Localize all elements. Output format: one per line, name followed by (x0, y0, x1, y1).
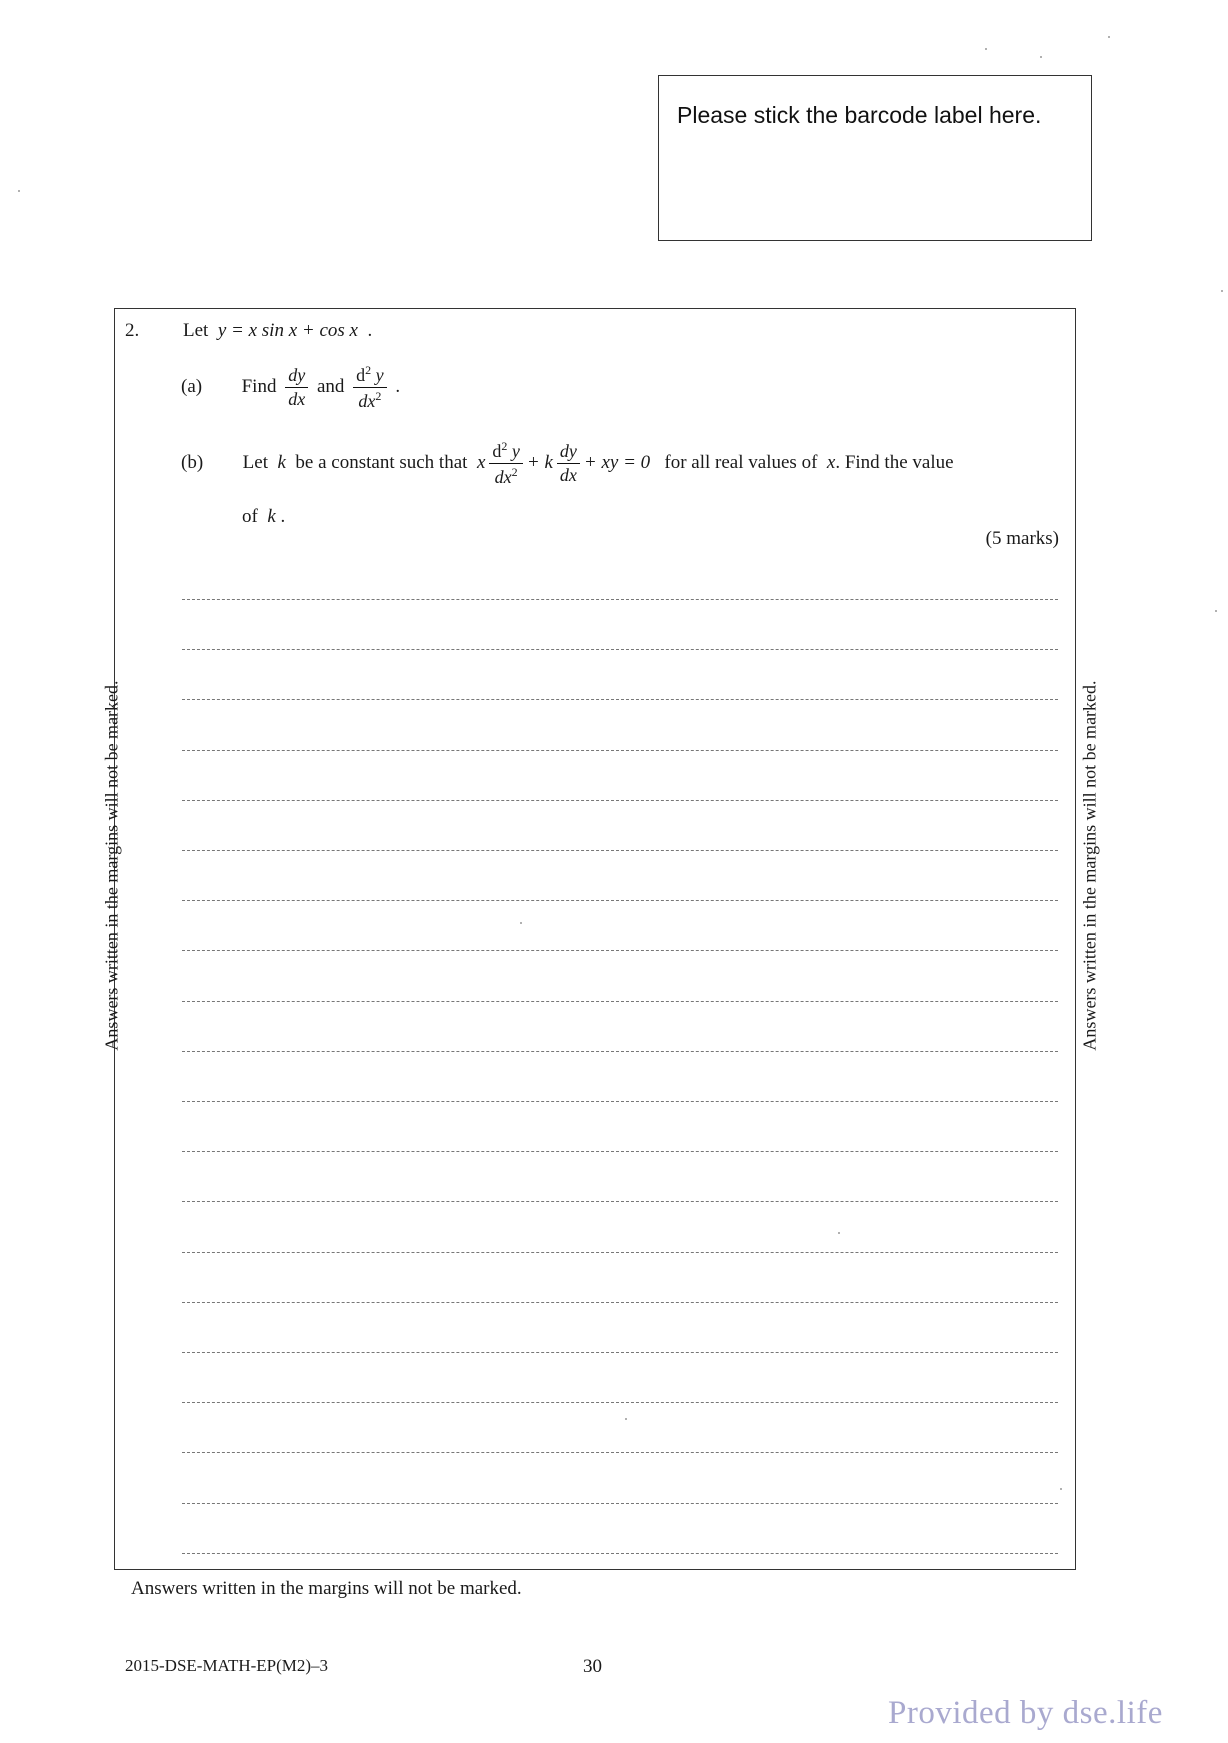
answer-line (182, 1302, 1058, 1303)
intro-expression: y = x sin x + cos x (217, 320, 358, 341)
margin-note-left: Answers written in the margins will not be marked. (101, 680, 122, 1051)
part-a-label: (a) (181, 376, 203, 398)
answer-line (182, 1151, 1058, 1152)
part-b-line1: (b) Let k be a constant such that x $\frac{d^2 y}{dx^2}$ + k $\frac{dy}{dx}$ + xy = 0 for all real values of x. Find the value (181, 439, 954, 487)
d2y-dx2-fraction: $\frac{d^2 y}{dx^2}$ (353, 364, 387, 412)
part-a-and: and (316, 376, 345, 398)
margin-note-right: Answers written in the margins will not be marked. (1079, 680, 1100, 1051)
answer-line (182, 649, 1058, 650)
frac1-numerator: dy (288, 365, 306, 385)
paper-code: 2015-DSE-MATH-EP(M2)–3 (125, 1656, 329, 1675)
question-number: 2. (125, 320, 140, 341)
scan-speck (520, 922, 522, 924)
scan-speck (625, 1418, 627, 1420)
answer-line (182, 699, 1058, 700)
scan-speck (1221, 290, 1223, 292)
marks-allocation: (5 marks) (985, 528, 1059, 549)
scan-speck (1108, 36, 1110, 38)
answer-line (182, 850, 1058, 851)
scan-speck (1060, 1488, 1062, 1490)
part-b-line2: of k . (242, 506, 286, 527)
answer-line (182, 900, 1058, 901)
answer-line (182, 1452, 1058, 1453)
answer-line (182, 1101, 1058, 1102)
answer-line (182, 1553, 1058, 1554)
dy-dx-fraction-b: $\frac{dy}{dx}$ (557, 442, 580, 486)
barcode-label-text: Please stick the barcode label here. (677, 102, 1042, 128)
part-b-label: (b) (181, 452, 204, 474)
answer-line (182, 1001, 1058, 1002)
question-intro (183, 320, 372, 342)
scan-speck (838, 1232, 840, 1234)
answer-frame (114, 308, 1076, 1570)
d2y-dx2-fraction-b: $\frac{d^2 y}{dx^2}$ (489, 440, 523, 488)
scan-speck (1040, 56, 1042, 58)
answer-line (182, 1352, 1058, 1353)
margin-note-bottom: Answers written in the margins will not be marked. (131, 1578, 522, 1599)
intro-end: . (367, 320, 373, 341)
frac1-denominator: dx (288, 388, 306, 409)
part-a (181, 364, 400, 412)
answer-line (182, 950, 1058, 951)
answer-line (182, 750, 1058, 751)
answer-line (182, 599, 1058, 600)
scan-speck (18, 190, 20, 192)
dy-dx-fraction (285, 366, 308, 410)
answer-line (182, 1402, 1058, 1403)
part-a-find: Find (241, 376, 277, 398)
answer-line (182, 1051, 1058, 1052)
intro-lead: Let (183, 320, 209, 341)
scan-speck (1215, 610, 1217, 612)
answer-line (182, 800, 1058, 801)
answer-line (182, 1503, 1058, 1504)
barcode-label-box (658, 75, 1092, 241)
watermark: Provided by dse.life (888, 1695, 1163, 1731)
answer-line (182, 1252, 1058, 1253)
scan-speck (985, 48, 987, 50)
page-number: 30 (583, 1656, 602, 1677)
part-a-end: . (395, 376, 401, 398)
answer-line (182, 1201, 1058, 1202)
